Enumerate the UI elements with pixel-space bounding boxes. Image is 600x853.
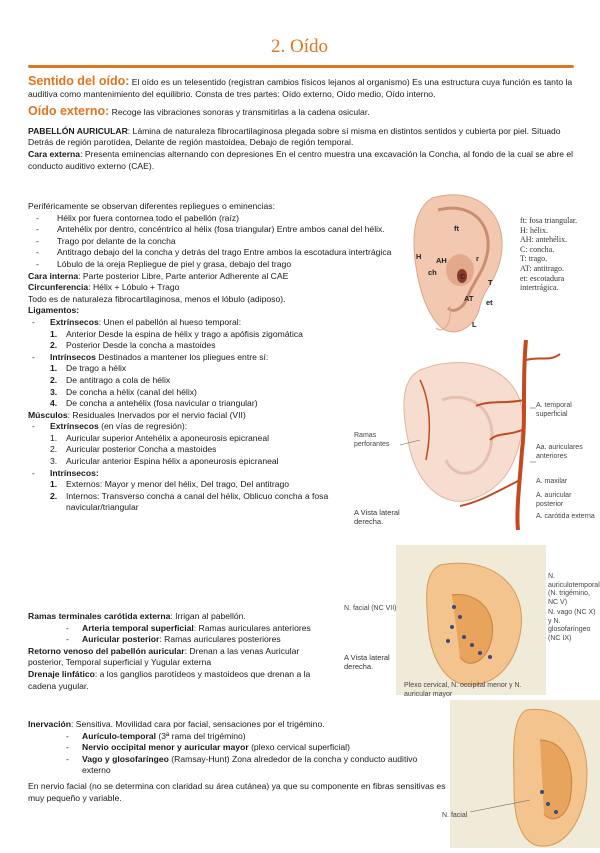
naturaleza-text: Todo es de naturaleza fibrocartilaginosa, menos el lóbulo (adiposo). [28, 293, 286, 304]
nervio-facial-note: En nervio facial (no se determina con claridad su área cutánea) ya que su componente en fibras sensitivas es muy pequeño y variable. [28, 780, 446, 803]
fig2-caption: A Vista lateral derecha. [354, 508, 400, 526]
ligamento-item: 3. De concha a hélix (canal del hélix) [50, 386, 197, 397]
lower-block [28, 611, 333, 692]
externo-heading: Oído externo: [28, 104, 110, 119]
musculo-item: 1. Auricular superior Antehélix a aponeurosis epicraneal [50, 432, 270, 443]
cara-externa-paragraph [28, 149, 576, 172]
pabellon-heading: PABELLÓN AURICULAR [28, 125, 128, 136]
cara-interna: Cara interna: Parte posterior Libre, Parte anterior Adherente al CAE [28, 270, 289, 281]
musculo-item: 1. Externos: Mayor y menor del hélix, Del trago, Del antitrago [50, 479, 290, 490]
musculos: Músculos: Residuales Inervados por el nervio facial (VII) [28, 409, 246, 420]
cara-externa-heading: Cara externa [28, 148, 81, 159]
artery-label: A. auricular posterior [536, 492, 572, 508]
nerve-label: N. vago (NC X) y N. glosofaríngeo (NC IX) [548, 609, 596, 642]
ligamento-item: 1. Anterior Desde la espina de hélix y trago a apófisis zigomática [50, 328, 303, 339]
ligamentos-heading: Ligamentos: [28, 305, 80, 316]
drenaje: Drenaje linfático: a los ganglios parotídeos y mastoideos que drenan a la cadena yugular. [28, 668, 311, 691]
externo-paragraph [28, 106, 576, 119]
ear-legend: ft: fosa triangular. H: hélix. AH: antehélix. C: concha. T: trago. AT: antitrago. et: escotadura intertrágica. [520, 216, 578, 293]
rama-item: - Arteria temporal superficial: Ramas auriculares anteriores [66, 622, 311, 633]
artery-label: A. maxilar [536, 478, 568, 485]
eminencia-item: - Lóbulo de la oreja Repliegue de piel y grasa, debajo del trago [36, 258, 292, 269]
externo-text: Recoge las vibraciones sonoras y transmitirlas a la cadena osicular. [109, 107, 370, 118]
eminencia-item: - Antehélix por dentro, concéntrico al hélix (fosa triangular) Entre ambos canal del hélix. [36, 224, 385, 235]
facial-nerve-illustration [430, 700, 600, 848]
title-rule [28, 65, 574, 68]
musculo-item: 3. Auricular anterior Espina hélix a aponeurosis epicraneal [50, 456, 279, 467]
left-column [28, 201, 398, 514]
eminencia-item: - Trago por delante de la concha [36, 235, 176, 246]
ligamento-item: 1. De trago a hélix [50, 363, 127, 374]
inervacion-item: - Nervio occipital menor y auricular mayor (plexo cervical superficial) [66, 742, 350, 753]
fig3-caption: A Vista lateral derecha. [344, 653, 390, 671]
musculo-item: 2. Internos: Transverso concha a canal del hélix, Oblicuo concha a fosa navicular/triangular [50, 490, 329, 513]
pabellon-paragraph [28, 126, 576, 149]
ear-anatomy-figure: ft H AH ch r C T AT et L [402, 188, 512, 338]
circunferencia: Circunferencia: Hélix + Lóbulo + Trago [28, 282, 180, 293]
ligamento-item: 2. De antitrago a cola de hélix [50, 374, 171, 385]
ramas: Ramas terminales carótida externa: Irrigan al pabellón. [28, 611, 246, 621]
musculos-intrinsecos: - Intrínsecos: [32, 467, 99, 478]
ligamentos-intrinsecos: - Intrínsecos Destinados a mantener los pliegues entre sí: [32, 351, 269, 362]
arteries-figure [350, 340, 600, 530]
artery-label: A. carótida externa [536, 513, 595, 520]
cara-externa-text: : Presenta eminencias alternando con depresiones En el centro muestra una excavación la Concha, al fondo de la cual se abre el conducto auditivo externo (CAE). [28, 148, 574, 171]
inervacion-item: - Vago y glosofaríngeo (Ramsay-Hunt) Zona alrededor de la concha y conducto auditivo externo [66, 753, 418, 776]
page-title: 2. Oído [271, 36, 328, 57]
facial-nerve-figure [430, 700, 600, 848]
ear-illustration [402, 188, 512, 338]
ligamento-item: 2. Posterior Desde la concha a mastoides [50, 340, 216, 351]
rama-item: - Auricular posterior: Ramas auriculares posteriores [66, 634, 281, 645]
inervacion: Inervación: Sensitiva. Movilidad cara por facial, sensaciones por el trigémino. [28, 719, 325, 729]
inervacion-item: - Aurículo-temporal (3ª rama del trigémino) [66, 730, 246, 741]
pabellon-text: : Lámina de naturaleza fibrocartilaginosa plegada sobre sí misma en distintos sentidos y cubierta por piel. Situado Detrás de región parotídea, Delante de región mastoidea, Debajo de región temporal. [28, 125, 561, 148]
ramas-perforantes-label: Ramas perforantes [354, 432, 390, 448]
ligamento-item: 4. De concha a antehélix (fosa navicular o triangular) [50, 398, 258, 409]
facial-nerve-label: N. facial (NC VII) [344, 605, 397, 612]
sentido-text: El oído es un telesentido (registran cambios físicos lejanos al organismo) Es una estructura cuya función es tanto la auditiva como mantenimiento del equilibrio. Consta de tres partes: Oído externo, Oído medio, Oído interno. [28, 77, 573, 99]
artery-label: Aa. auriculares anteriores [536, 444, 583, 460]
inervacion-block [28, 719, 448, 804]
retorno: Retorno venoso del pabellón auricular: Drenan a las venas Auricular posterior, Temporal superficial y Yugular externa [28, 645, 300, 668]
ligamentos-extrinsecos: - Extrínsecos: Unen el pabellón al hueso temporal: [32, 316, 242, 327]
nerves-figure [340, 545, 600, 698]
sentido-heading: Sentido del oído: [28, 74, 130, 88]
facial-nerve-label: N. facial [442, 812, 468, 819]
artery-label: A. temporal superficial [536, 402, 572, 418]
periferia-text: Periféricamente se observan diferentes repliegues o eminencias: [28, 201, 275, 211]
musculos-extrinsecos: - Extrínsecos (en vías de regresión): [32, 421, 188, 432]
musculo-item: 2. Auricular posterior Concha a mastoides [50, 444, 217, 455]
sentido-paragraph [28, 76, 576, 100]
eminencia-item: - Hélix por fuera contornea todo el pabellón (raíz) [36, 212, 240, 223]
eminencia-item: - Antitrago debajo del la concha y detrás del trago Entre ambos la escotadura intertrágica [36, 247, 392, 258]
plexo-label: Plexo cervical, N. occipital menor y N. auricular mayor [404, 682, 522, 698]
nerve-label: N. auriculotemporal (N. trigémino, NC V) [548, 573, 600, 606]
intro-block [28, 76, 576, 172]
